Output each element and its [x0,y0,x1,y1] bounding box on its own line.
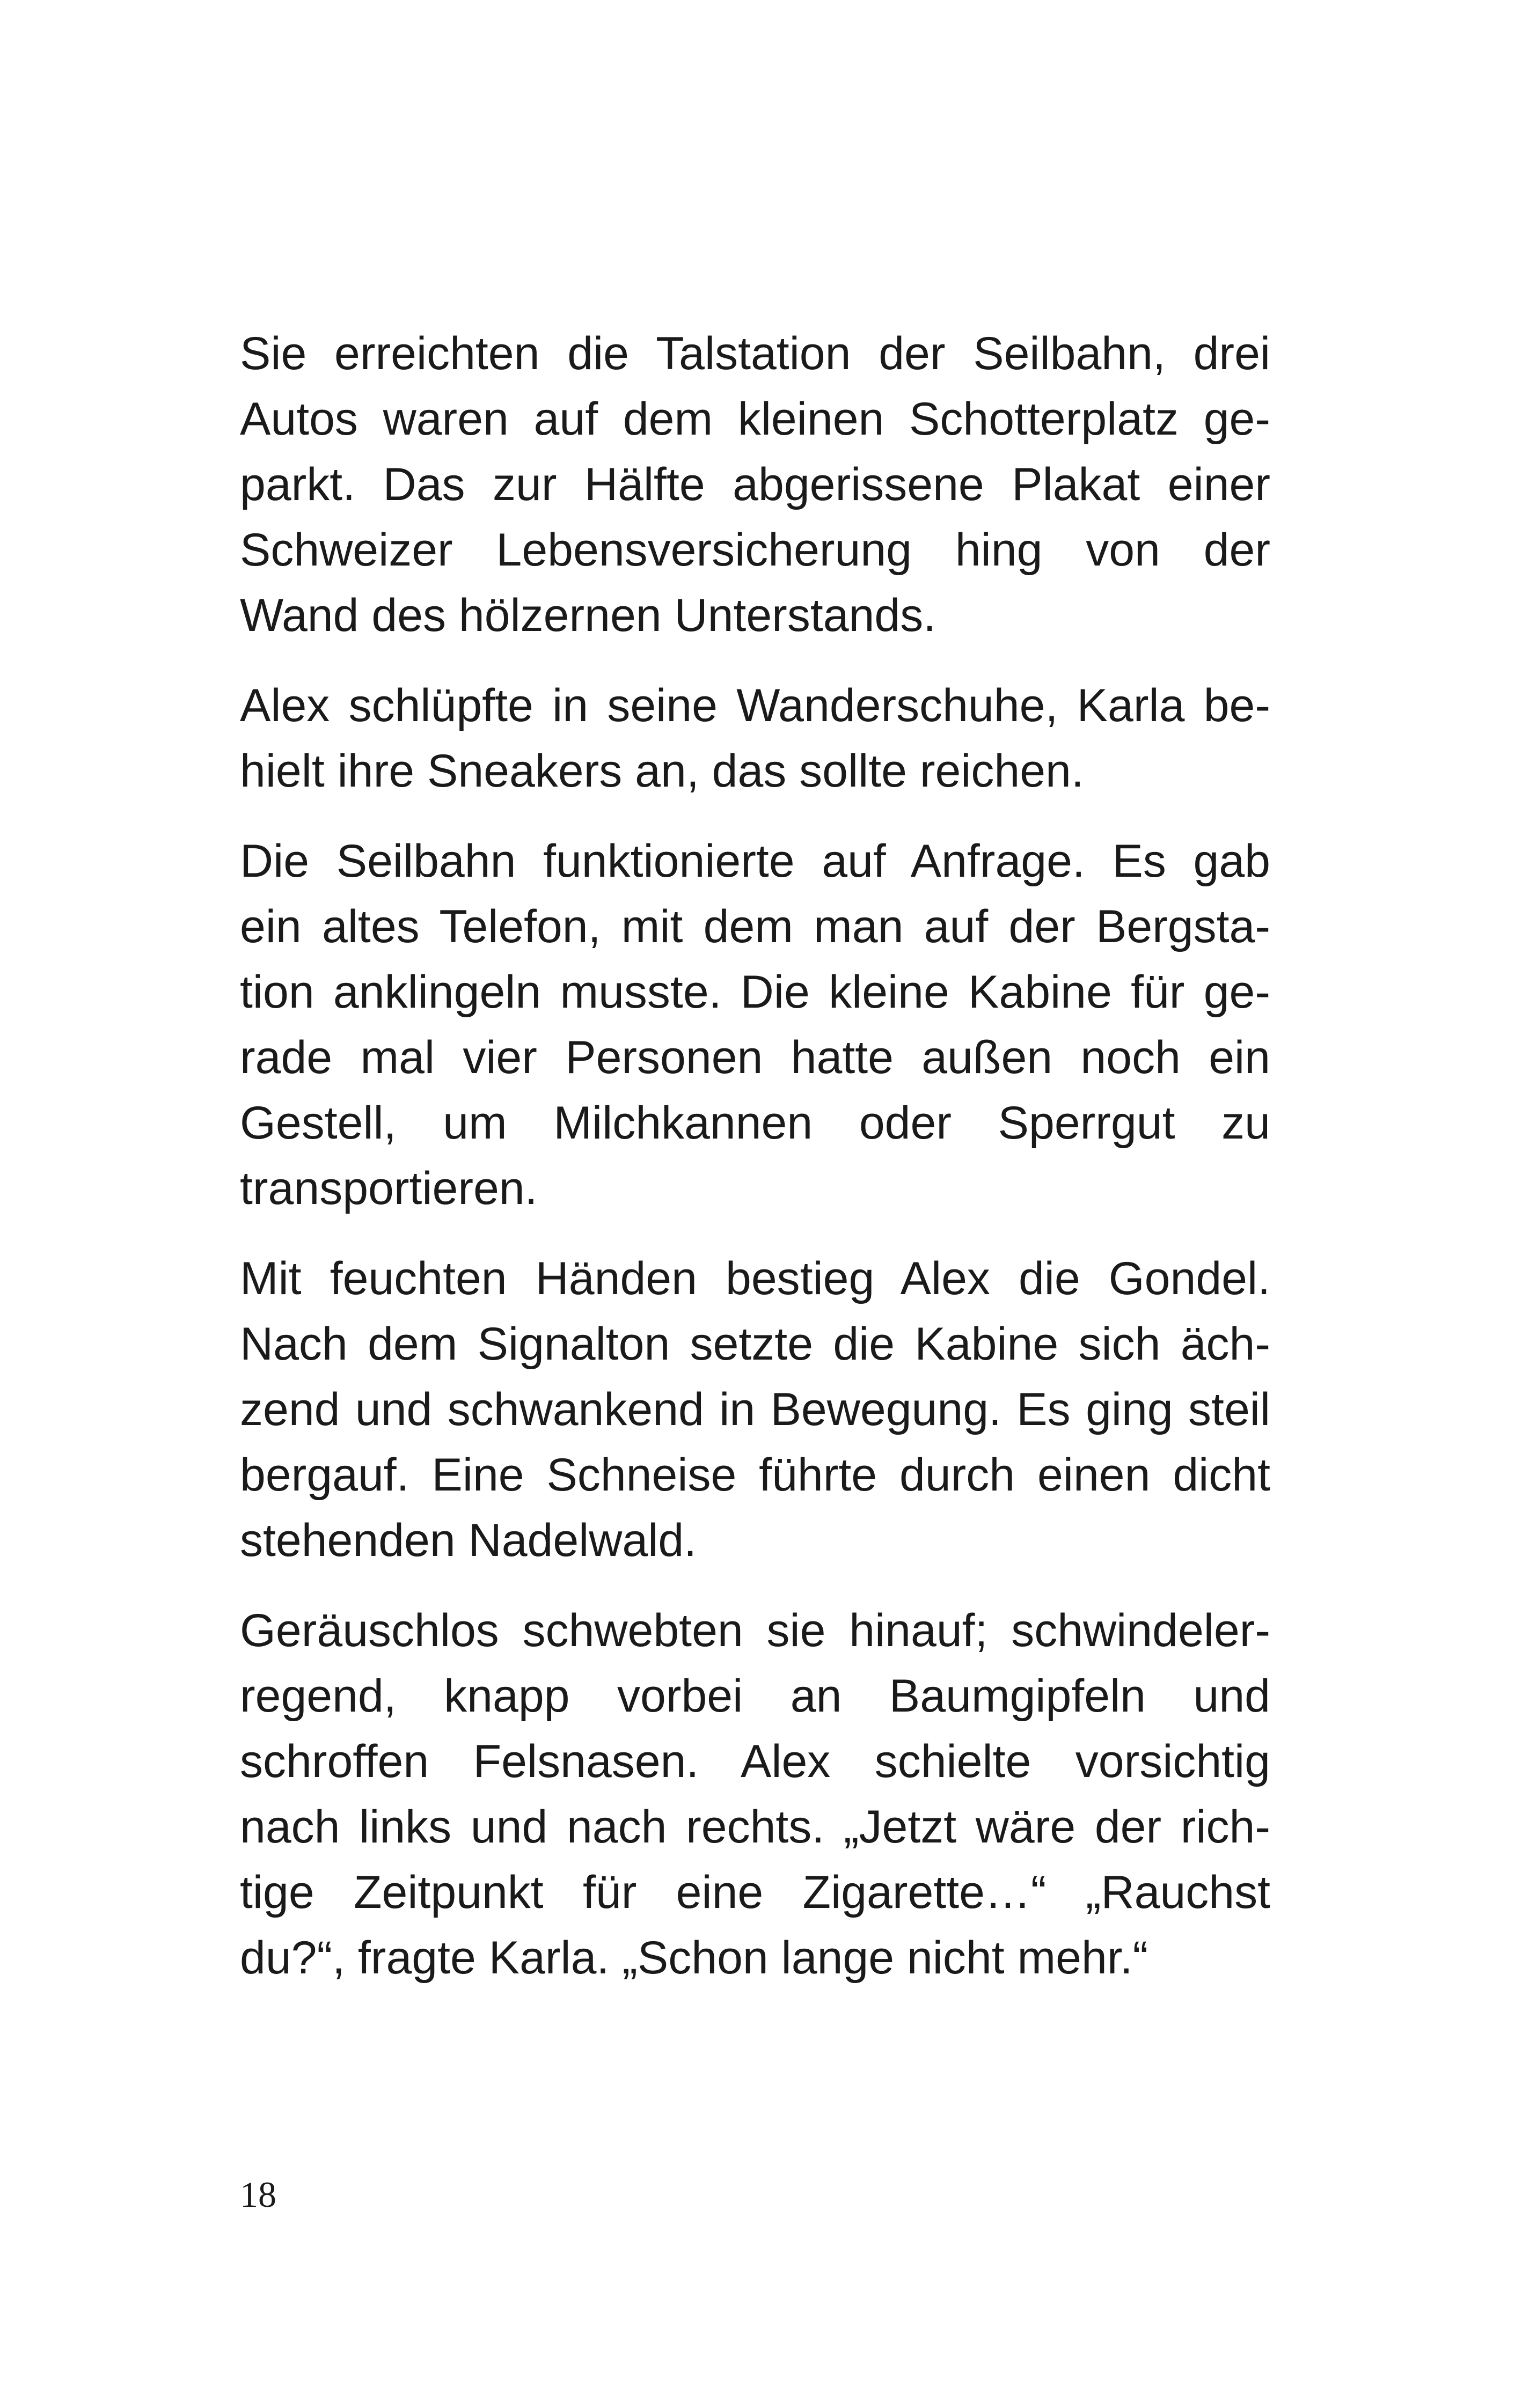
paragraph-2 [240,673,1270,804]
text-line: bergauf. Eine Schneise führte durch einen dicht [240,1449,1270,1501]
text-line: nach links und nach rechts. „Jetzt wäre der rich- [240,1801,1270,1853]
text-line: du?“, fragte Karla. „Schon lange nicht mehr.“ [240,1932,1148,1984]
text-line: Alex schlüpfte in seine Wanderschuhe, Karla be- [240,680,1270,731]
text-line: ein altes Telefon, mit dem man auf der Bergsta- [240,901,1270,952]
text-line: Gestell, um Milchkannen oder Sperrgut zu [240,1097,1270,1149]
text-line: parkt. Das zur Hälfte abgerissene Plakat einer [240,459,1270,510]
paragraph-1 [240,321,1270,648]
page-number: 18 [240,2174,276,2215]
text-line: Schweizer Lebensversicherung hing von der [240,524,1270,576]
text-line: Geräuschlos schwebten sie hinauf; schwindeler- [240,1605,1270,1656]
text-line: Die Seilbahn funktionierte auf Anfrage. Es gab [240,835,1270,887]
text-line: schroffen Felsnasen. Alex schielte vorsichtig [240,1736,1270,1787]
text-line: zend und schwankend in Bewegung. Es ging steil [240,1384,1270,1435]
text-line: transportieren. [240,1163,538,1214]
text-line: Mit feuchten Händen bestieg Alex die Gondel. [240,1253,1270,1304]
text-line: hielt ihre Sneakers an, das sollte reichen. [240,745,1084,797]
text-line: stehenden Nadelwald. [240,1515,697,1566]
body-text [240,321,1270,2015]
paragraph-5 [240,1598,1270,1991]
text-line: regend, knapp vorbei an Baumgipfeln und [240,1670,1270,1722]
text-line: tige Zeitpunkt für eine Zigarette…“ „Rauchst [240,1867,1270,1918]
text-line: Wand des hölzernen Unterstands. [240,590,936,641]
paragraph-3 [240,828,1270,1221]
text-line: rade mal vier Personen hatte außen noch ein [240,1032,1270,1083]
text-line: Sie erreichten die Talstation der Seilbahn, drei [240,328,1270,379]
paragraph-4 [240,1246,1270,1573]
text-line: tion anklingeln musste. Die kleine Kabine für ge- [240,966,1270,1018]
text-line: Autos waren auf dem kleinen Schotterplatz ge- [240,393,1270,445]
text-line: Nach dem Signalton setzte die Kabine sich äch- [240,1318,1270,1370]
